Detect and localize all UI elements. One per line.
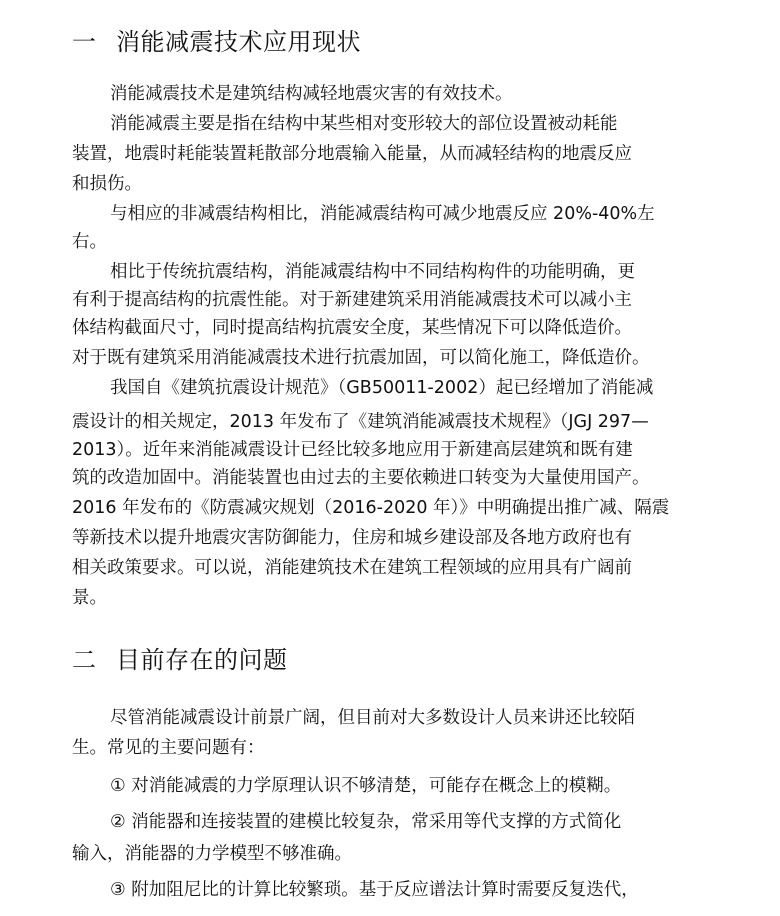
paragraph-line: 输入，消能器的力学模型不够准确。 xyxy=(72,844,352,864)
section-number-2: 二 xyxy=(72,646,97,674)
paragraph-line: 等新技术以提升地震灾害防御能力，住房和城乡建设部及各地方政府也有 xyxy=(72,528,632,548)
paragraph-line: 生。常见的主要问题有： xyxy=(72,738,265,758)
paragraph-line: 2016 年发布的《防震减灾规划（2016-2020 年）》中明确提出推广减、隔震 xyxy=(72,498,670,518)
paragraph-line: 和损伤。 xyxy=(72,174,142,194)
section-number-1: 一 xyxy=(72,28,97,56)
list-item: ② 消能器和连接装置的建模比较复杂，常采用等代支撑的方式简化 xyxy=(110,812,622,832)
section-heading-2 xyxy=(72,640,288,675)
paragraph-line: 筑的改造加固中。消能装置也由过去的主要依赖进口转变为大量使用国产。 xyxy=(72,468,650,488)
paragraph-line: 震设计的相关规定，2013 年发布了《建筑消能减震技术规程》（JGJ 297— xyxy=(72,412,649,432)
paragraph-line: 相关政策要求。可以说，消能建筑技术在建筑工程领域的应用具有广阔前 xyxy=(72,558,632,578)
paragraph-line: 装置，地震时耗能装置耗散部分地震输入能量，从而减轻结构的地震反应 xyxy=(72,144,632,164)
paragraph-line: 景。 xyxy=(72,588,107,608)
list-item: ③ 附加阻尼比的计算比较繁琐。基于反应谱法计算时需要反复迭代， xyxy=(110,880,639,900)
section-title-1: 消能减震技术应用现状 xyxy=(116,28,361,56)
list-item: ① 对消能减震的力学原理认识不够清楚，可能存在概念上的模糊。 xyxy=(110,776,622,796)
paragraph-line: 右。 xyxy=(72,232,107,252)
paragraph-line: 我国自《建筑抗震设计规范》（GB50011-2002）起已经增加了消能减 xyxy=(110,378,654,398)
paragraph-line: 消能减震技术是建筑结构减轻地震灾害的有效技术。 xyxy=(110,84,513,104)
paragraph-line: 对于既有建筑采用消能减震技术进行抗震加固，可以简化施工，降低造价。 xyxy=(72,348,650,368)
section-title-2: 目前存在的问题 xyxy=(116,646,288,674)
paragraph-line: 消能减震主要是指在结构中某些相对变形较大的部位设置被动耗能 xyxy=(110,114,618,134)
paragraph-line: 尽管消能减震设计前景广阔，但目前对大多数设计人员来讲还比较陌 xyxy=(110,708,635,728)
paragraph-line: 体结构截面尺寸，同时提高结构抗震安全度，某些情况下可以降低造价。 xyxy=(72,318,632,338)
section-heading-1 xyxy=(72,22,361,57)
paragraph-line: 2013）。近年来消能减震设计已经比较多地应用于新建高层建筑和既有建 xyxy=(72,440,633,460)
paragraph-line: 与相应的非减震结构相比，消能减震结构可减少地震反应 20%-40%左 xyxy=(110,204,655,224)
paragraph-line: 有利于提高结构的抗震性能。对于新建建筑采用消能减震技术可以减小主 xyxy=(72,290,632,310)
paragraph-line: 相比于传统抗震结构，消能减震结构中不同结构构件的功能明确，更 xyxy=(110,262,635,282)
